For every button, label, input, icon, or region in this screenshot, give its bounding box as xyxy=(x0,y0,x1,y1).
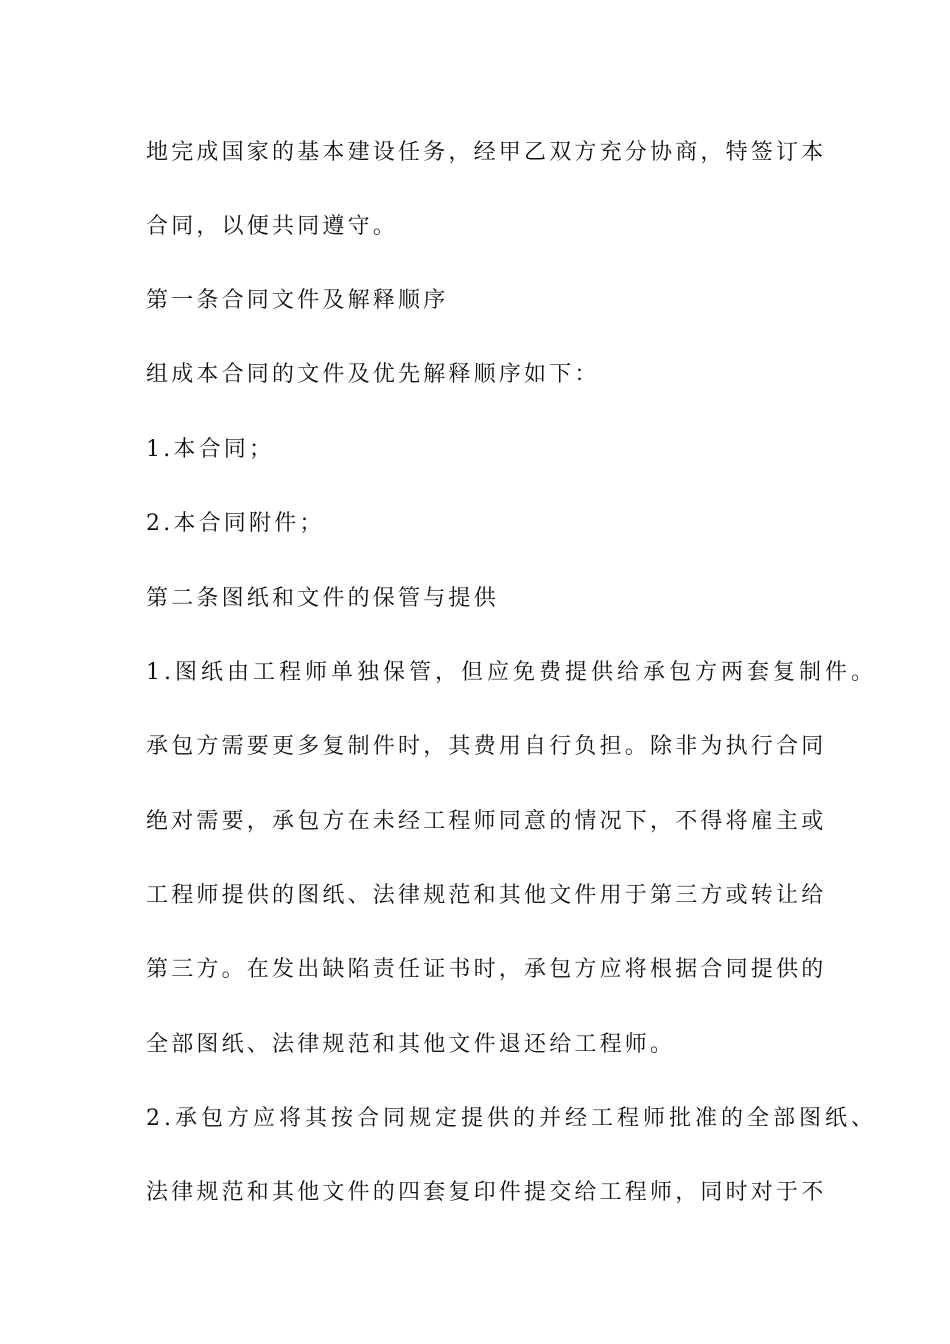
paragraph-line: 承包方需要更多复制件时，其费用自行负担。除非为执行合同 xyxy=(146,734,827,759)
section-heading: 第一条合同文件及解释顺序 xyxy=(146,288,449,313)
list-item: 2.承包方应将其按合同规定提供的并经工程师批准的全部图纸、 xyxy=(146,1106,877,1131)
list-item: 1.本合同； xyxy=(146,437,275,462)
paragraph-line: 工程师提供的图纸、法律规范和其他文件用于第三方或转让给 xyxy=(146,883,827,908)
list-item: 2.本合同附件； xyxy=(146,511,325,536)
paragraph-line: 法律规范和其他文件的四套复印件提交给工程师，同时对于不 xyxy=(146,1180,827,1205)
paragraph-line: 合同，以便共同遵守。 xyxy=(146,214,399,239)
paragraph-line: 地完成国家的基本建设任务，经甲乙双方充分协商，特签订本 xyxy=(146,140,827,165)
paragraph-line: 第三方。在发出缺陷责任证书时，承包方应将根据合同提供的 xyxy=(146,957,827,982)
paragraph-line: 全部图纸、法律规范和其他文件退还给工程师。 xyxy=(146,1032,676,1057)
paragraph-line: 绝对需要，承包方在未经工程师同意的情况下，不得将雇主或 xyxy=(146,809,827,834)
list-item: 1.图纸由工程师单独保管，但应免费提供给承包方两套复制件。 xyxy=(146,660,877,685)
paragraph-line: 组成本合同的文件及优先解释顺序如下： xyxy=(146,362,600,387)
section-heading: 第二条图纸和文件的保管与提供 xyxy=(146,586,499,611)
